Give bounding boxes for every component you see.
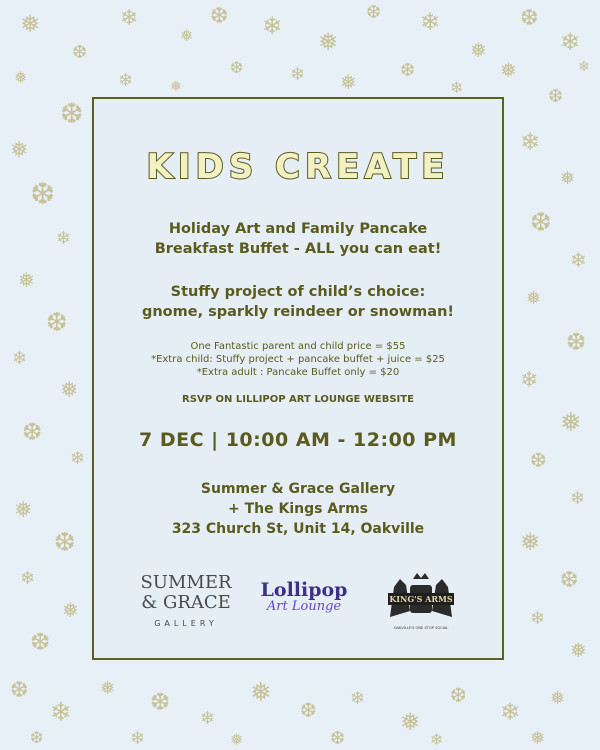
snowflake-icon: ❆ — [530, 448, 547, 472]
snowflake-icon: ❅ — [14, 498, 33, 523]
snowflake-icon: ❆ — [330, 728, 346, 749]
snowflake-icon: ❅ — [318, 28, 339, 56]
snowflake-icon: ❄ — [130, 728, 146, 749]
event-title: KIDS CREATE — [146, 147, 450, 187]
snowflake-icon: ❆ — [548, 86, 564, 107]
snowflake-icon: ❆ — [30, 728, 44, 747]
snowflake-icon: ❅ — [10, 138, 29, 163]
snowflake-icon: ❄ — [430, 730, 444, 749]
snowflake-icon: ❅ — [560, 168, 576, 189]
snowflake-icon: ❆ — [210, 4, 229, 29]
snowflake-icon: ❄ — [118, 70, 134, 91]
svg-text:KING'S ARMS: KING'S ARMS — [389, 594, 453, 604]
pricing-line-3: *Extra adult : Pancake Buffet only = $20 — [196, 367, 400, 378]
snowflake-icon: ❅ — [100, 678, 116, 699]
snowflake-icon: ❅ — [60, 378, 79, 403]
snowflake-icon: ❄ — [120, 6, 139, 31]
event-card — [92, 97, 504, 660]
snowflake-icon: ❅ — [550, 688, 566, 709]
snowflake-icon: ❆ — [230, 58, 244, 77]
event-date-time: 7 DEC | 10:00 AM - 12:00 PM — [139, 429, 457, 451]
snowflake-icon: ❄ — [578, 59, 590, 75]
pricing-line-1: One Fantastic parent and child price = $55 — [190, 341, 406, 352]
snowflake-icon: ❆ — [46, 308, 68, 338]
snowflake-icon: ❆ — [450, 683, 467, 707]
snowflake-icon: ❆ — [560, 568, 579, 593]
snowflake-icon: ❅ — [180, 26, 194, 45]
snowflake-icon: ❄ — [420, 8, 441, 36]
snowflake-icon: ❅ — [14, 68, 28, 87]
snowflake-icon: ❄ — [70, 448, 86, 469]
snowflake-icon: ❆ — [150, 688, 171, 716]
snowflake-icon: ❄ — [450, 78, 464, 97]
snowflake-icon: ❅ — [250, 678, 272, 708]
snowflake-icon: ❄ — [570, 488, 586, 509]
pricing-line-2: *Extra child: Stuffy project + pancake buffet + juice = $25 — [151, 354, 445, 365]
snowflake-icon: ❆ — [30, 177, 56, 212]
snowflake-icon: ❄ — [500, 698, 521, 726]
snowflake-icon: ❅ — [400, 708, 421, 736]
snowflake-icon: ❄ — [570, 248, 587, 272]
snowflake-icon: ❅ — [20, 10, 41, 38]
snowflake-icon: ❅ — [530, 728, 546, 749]
snowflake-icon: ❄ — [520, 128, 541, 156]
snowflake-icon: ❆ — [566, 328, 587, 356]
snowflake-icon: ❅ — [520, 528, 541, 556]
snowflake-icon: ❅ — [570, 638, 587, 662]
snowflake-icon: ❄ — [530, 608, 546, 629]
snowflake-icon: ❅ — [500, 58, 517, 82]
svg-text:OAKVILLE'S ONE STOP SOCIAL: OAKVILLE'S ONE STOP SOCIAL — [393, 626, 449, 630]
snowflake-icon: ❆ — [520, 6, 539, 31]
venue-line-1: Summer & Grace Gallery — [200, 481, 396, 497]
venue-line-3: 323 Church St, Unit 14, Oakville — [171, 521, 425, 537]
snowflake-icon: ❆ — [400, 60, 416, 81]
snowflake-icon: ❄ — [12, 348, 28, 369]
kings-arms-logo — [380, 567, 462, 633]
project-line-2: gnome, sparkly reindeer or snowman! — [141, 304, 455, 320]
subtitle-line-1: Holiday Art and Family Pancake — [168, 221, 428, 237]
snowflake-icon: ❆ — [530, 208, 552, 238]
rsvp-text: RSVP ON LILLIPOP ART LOUNGE WEBSITE — [182, 394, 414, 405]
snowflake-icon: ❄ — [56, 228, 72, 249]
snowflake-icon: ❅ — [230, 730, 244, 749]
snowflake-icon: ❄ — [262, 12, 283, 40]
snowflake-icon: ❄ — [50, 698, 72, 728]
snowflake-icon: ❅ — [18, 268, 35, 292]
snowflake-icon: ❄ — [350, 688, 366, 709]
snowflake-icon: ❆ — [10, 678, 29, 703]
venue-line-2: + The Kings Arms — [228, 501, 368, 517]
summer-grace-logo: SUMMER & GRACE GALLERY — [140, 572, 232, 628]
snowflake-icon: ❄ — [520, 368, 539, 393]
snowflake-icon: ❆ — [60, 97, 84, 130]
snowflake-icon: ❅ — [470, 38, 487, 62]
snowflake-icon: ❅ — [170, 79, 182, 95]
snowflake-icon: ❄ — [560, 28, 581, 56]
snowflake-icon: ❆ — [366, 2, 382, 23]
snowflake-icon: ❆ — [30, 628, 51, 656]
snowflake-icon: ❆ — [72, 42, 88, 63]
snowflake-icon: ❅ — [62, 598, 79, 622]
snowflake-icon: ❄ — [290, 64, 306, 85]
snowflake-icon: ❅ — [560, 408, 582, 438]
lollipop-art-lounge-logo: Lollipop Art Lounge — [260, 579, 348, 614]
snowflake-icon: ❄ — [20, 568, 36, 589]
snowflake-icon: ❆ — [22, 418, 43, 446]
snowflake-icon: ❆ — [54, 528, 76, 558]
snowflake-icon: ❆ — [300, 698, 317, 722]
snowflake-icon: ❅ — [340, 70, 357, 94]
subtitle-line-2: Breakfast Buffet - ALL you can eat! — [154, 241, 442, 257]
snowflake-icon: ❄ — [200, 708, 216, 729]
project-line-1: Stuffy project of child’s choice: — [170, 284, 426, 300]
snowflake-icon: ❅ — [526, 288, 542, 309]
